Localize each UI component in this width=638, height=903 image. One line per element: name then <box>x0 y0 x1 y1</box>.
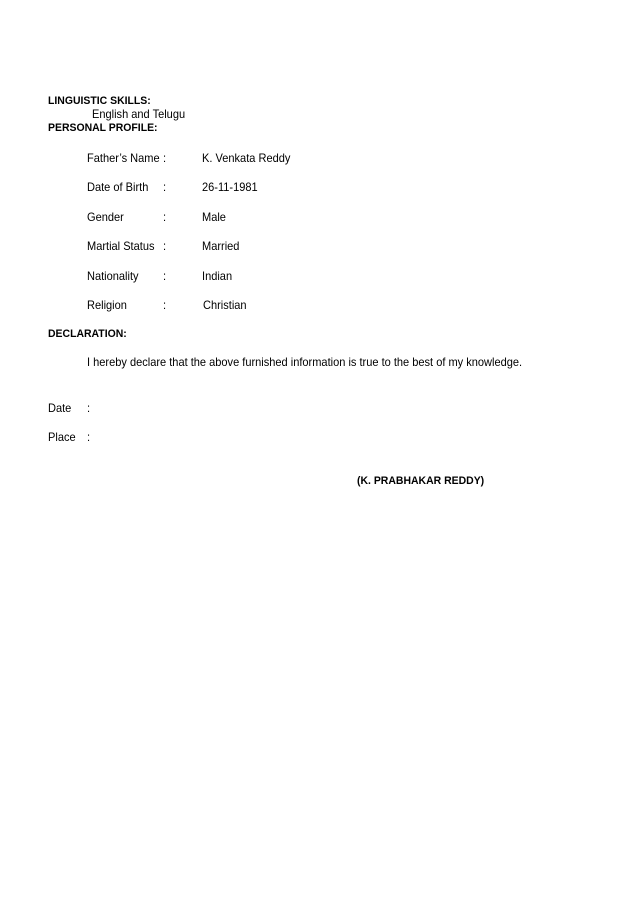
date-label: Date <box>48 401 72 415</box>
profile-label-gender: Gender <box>87 210 124 224</box>
profile-label-religion: Religion <box>87 298 127 312</box>
profile-value-marital-status: Married <box>202 239 240 253</box>
profile-value-gender: Male <box>202 210 226 224</box>
profile-label-fathers-name: Father’s Name <box>87 151 160 165</box>
linguistic-skills-heading: LINGUISTIC SKILLS: <box>48 95 151 107</box>
profile-label-date-of-birth: Date of Birth <box>87 180 149 194</box>
profile-separator: : <box>163 151 167 165</box>
profile-separator: : <box>163 210 167 224</box>
profile-value-religion: Christian <box>203 298 247 312</box>
profile-label-marital-status: Martial Status <box>87 239 155 253</box>
declaration-heading: DECLARATION: <box>48 328 127 340</box>
signature-name: (K. PRABHAKAR REDDY) <box>357 475 485 487</box>
place-separator: : <box>87 430 91 444</box>
profile-value-nationality: Indian <box>202 269 233 283</box>
profile-separator: : <box>163 180 167 194</box>
declaration-text: I hereby declare that the above furnished information is true to the best of my knowledge. <box>87 355 523 369</box>
date-separator: : <box>87 401 91 415</box>
linguistic-skills-value: English and Telugu <box>92 107 186 121</box>
profile-separator: : <box>163 298 167 312</box>
profile-value-fathers-name: K. Venkata Reddy <box>202 151 291 165</box>
profile-separator: : <box>163 269 167 283</box>
place-label: Place <box>48 430 76 444</box>
profile-separator: : <box>163 239 167 253</box>
profile-value-date-of-birth: 26-11-1981 <box>202 180 258 194</box>
personal-profile-heading: PERSONAL PROFILE: <box>48 122 158 134</box>
profile-label-nationality: Nationality <box>87 269 139 283</box>
